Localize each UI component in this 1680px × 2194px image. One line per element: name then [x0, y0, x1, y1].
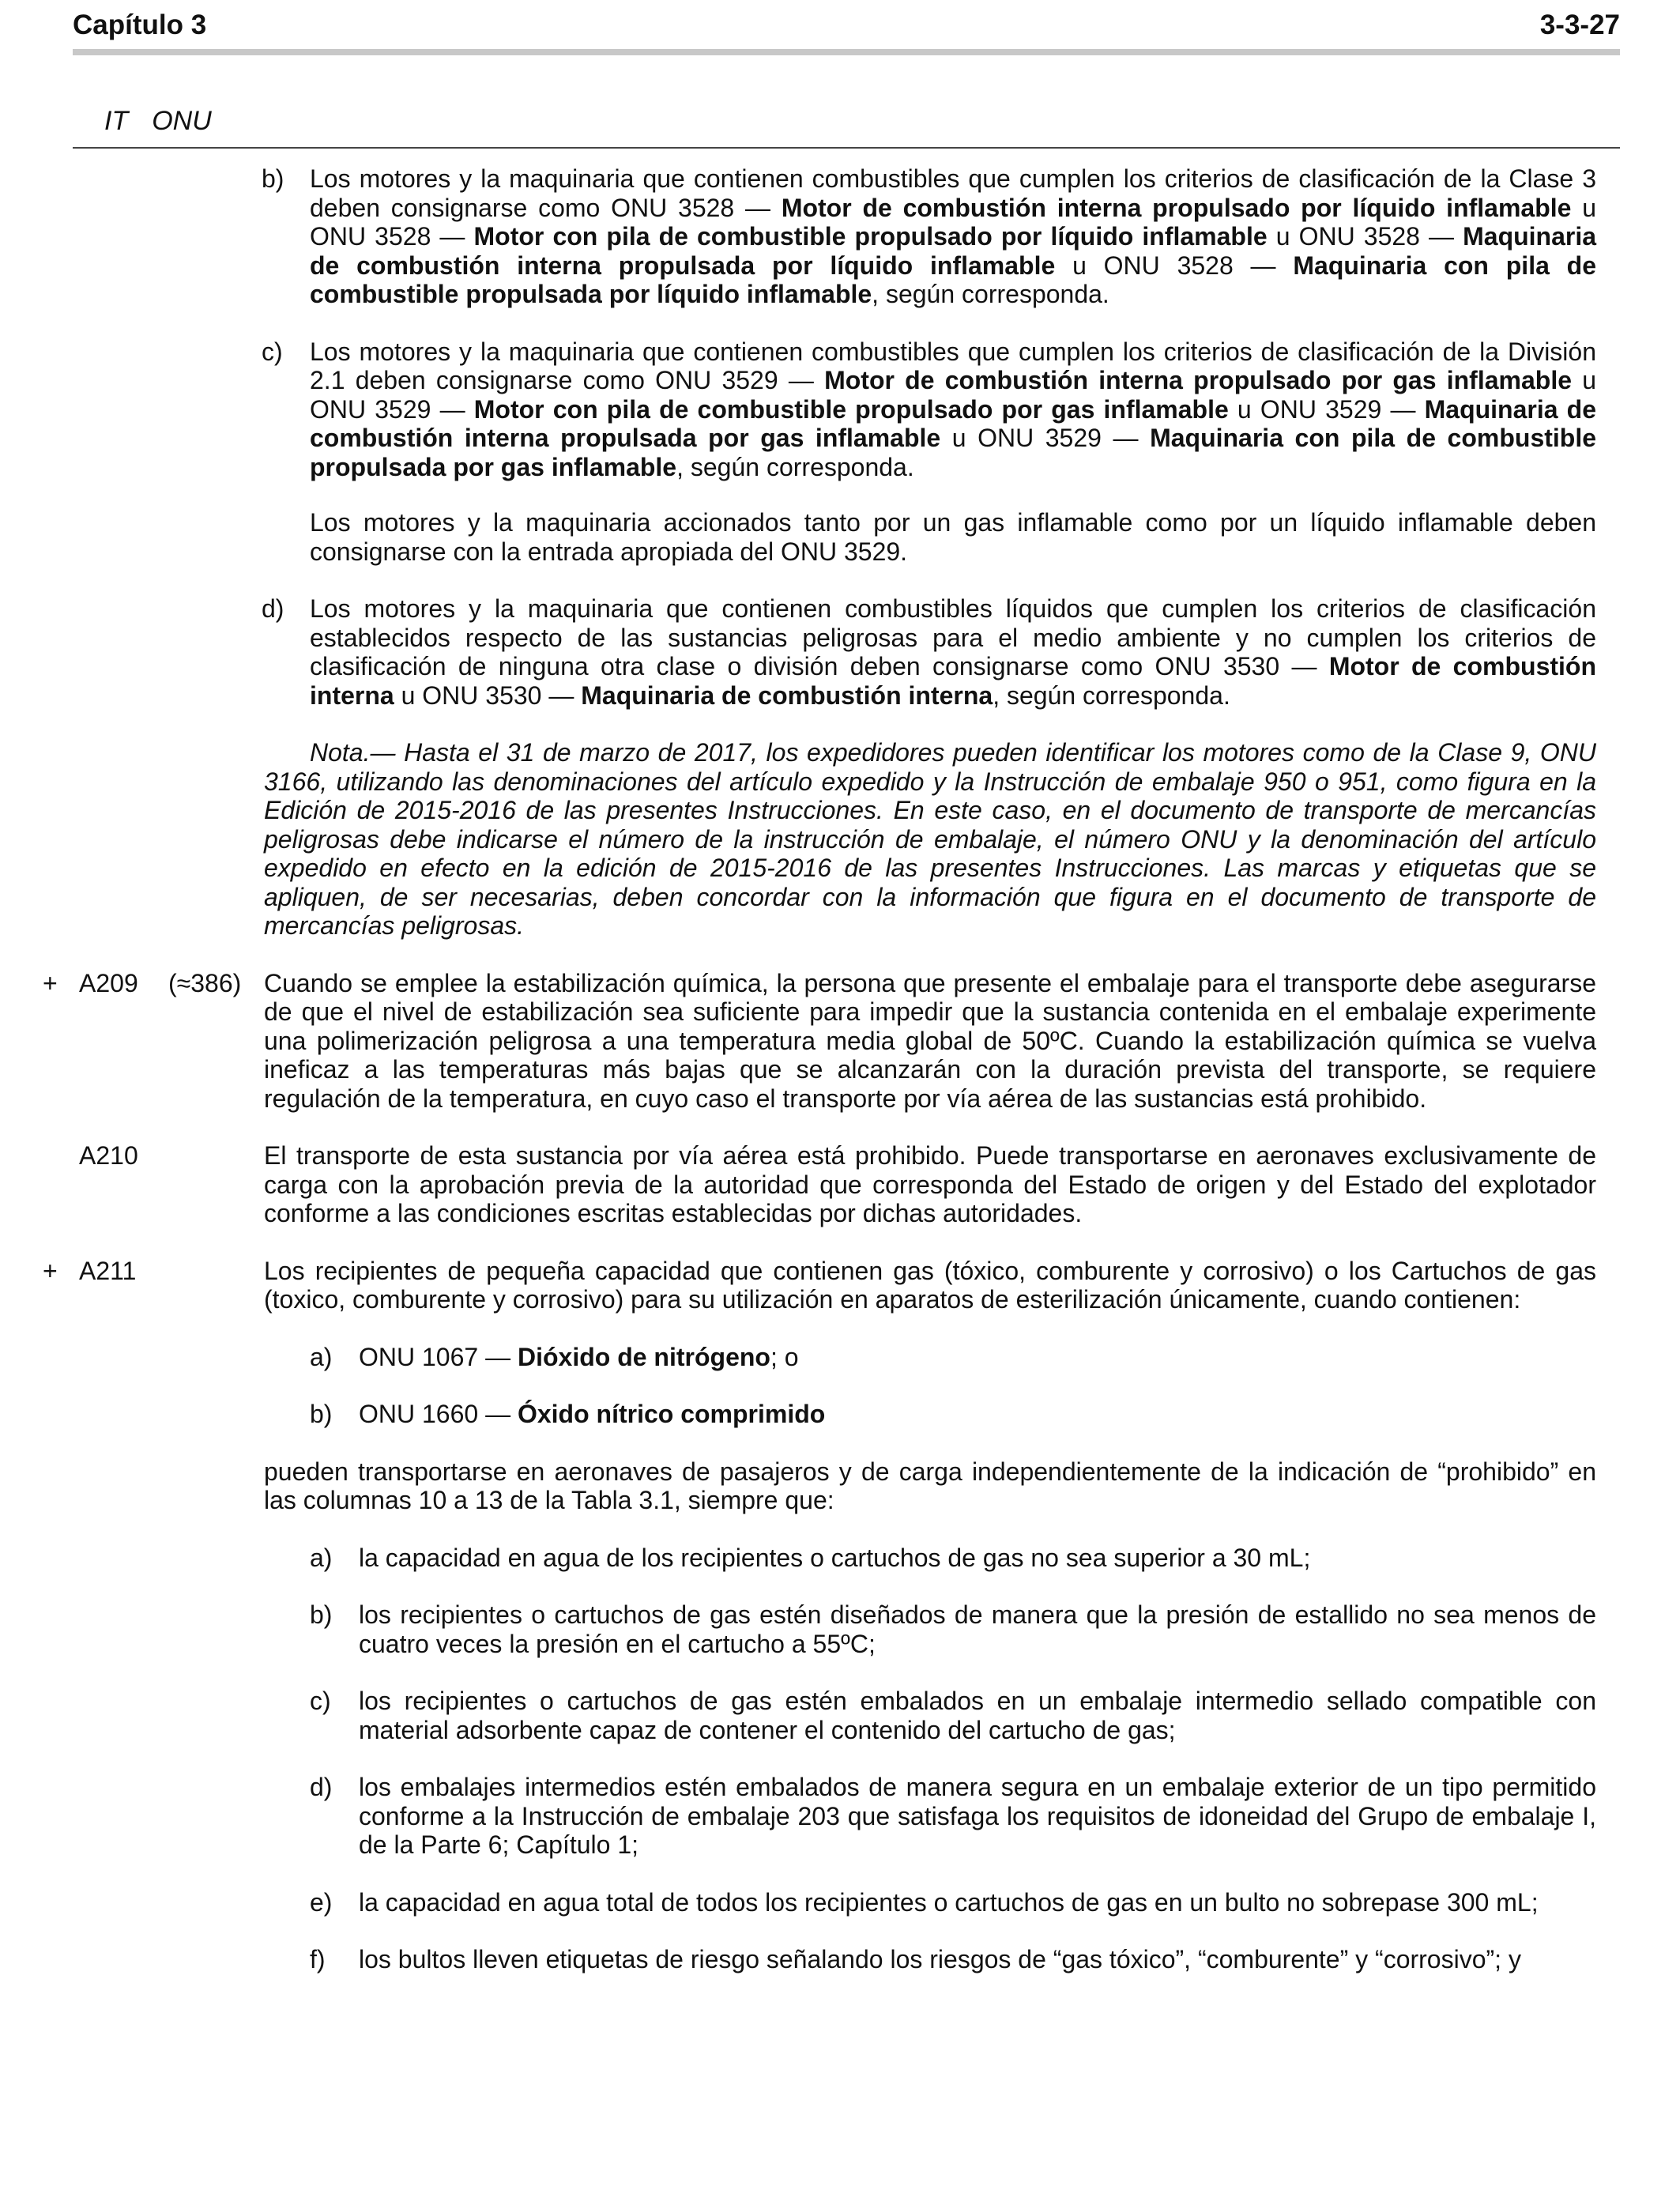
list-item: [0, 1888, 1680, 1917]
provision-code: A209: [79, 968, 138, 997]
item-label: c): [310, 1687, 331, 1715]
document-body: [0, 164, 1680, 1974]
item-text: la capacidad en agua total de todos los recipientes o cartuchos de gas en un bulto no sobrepase 300 mL;: [359, 1887, 1539, 1917]
list-item: [0, 1544, 1680, 1573]
provision-code: A211: [79, 1256, 137, 1285]
provision-text: El transporte de esta sustancia por vía aérea está prohibido. Puede transportarse en aeronaves exclusivamente de carga con la aprobación previa de la autoridad que corresponda del Estado de origen y del Estado del explotador conforme a las condiciones escritas establecidas por dichas autoridades.: [264, 1141, 1596, 1227]
list-item: [0, 1773, 1680, 1860]
list-item-b: [0, 164, 1680, 309]
provision-a209: [0, 969, 1680, 1114]
item-label: d): [310, 1773, 333, 1801]
item-label: a): [310, 1342, 333, 1371]
item-label: f): [310, 1945, 326, 1973]
item-text: los embalajes intermedios estén embalados de manera segura en un embalaje exterior de un tipo permitido conforme a la Instrucción de embalaje 203 que satisfaga los requisitos de idoneidad del Grupo de embalaje I, de la Parte 6; Capítulo 1;: [359, 1773, 1596, 1859]
subheader-it: IT: [104, 106, 129, 136]
item-text: ONU 1660 — Óxido nítrico comprimido: [359, 1400, 826, 1428]
item-text: los recipientes o cartuchos de gas estén embalados en un embalaje intermedio sellado compatible con material adsorbente capaz de contener el contenido del cartucho de gas;: [359, 1687, 1596, 1744]
list-item-c: [0, 337, 1680, 482]
header-divider: [73, 49, 1620, 55]
provision-reference: (≈386): [168, 968, 242, 997]
revision-mark: +: [43, 1256, 58, 1285]
provision-text: Los recipientes de pequeña capacidad que contienen gas (tóxico, comburente y corrosivo) o los Cartuchos de gas (toxico, comburente y corrosivo) para su utilización en aparatos de esterilización únicamente, cuando contienen:: [264, 1256, 1596, 1314]
running-subheader: [104, 106, 235, 137]
provision-a211: [0, 1257, 1680, 1314]
item-label: b): [262, 164, 284, 193]
item-text: la capacidad en agua de los recipientes o cartuchos de gas no sea superior a 30 mL;: [359, 1543, 1311, 1572]
item-label: b): [310, 1400, 333, 1428]
provision-text: Cuando se emplee la estabilización química, la persona que presente el embalaje para el transporte debe asegurarse de que el nivel de estabilización sea suficiente para impedir que la sustancia contenida en el embalaje experimente una polimerización peligrosa a una temperatura media global de 50ºC. Cuando la estabilización química se vuelva ineficaz a las temperaturas más bajas que se alcanzarán con la duración prevista del transporte, se requiere regulación de la temperatura, en cuyo caso el transporte por vía aérea de las sustancias está prohibido.: [264, 968, 1596, 1113]
item-label: a): [310, 1543, 333, 1572]
item-label: c): [262, 337, 283, 366]
item-text: los recipientes o cartuchos de gas estén diseñados de manera que la presión de estallido no sea menos de cuatro veces la presión en el cartucho a 55ºC;: [359, 1600, 1596, 1658]
item-text: Los motores y la maquinaria que contienen combustibles que cumplen los criterios de clasificación de la División 2.1 deben consignarse como ONU 3529 — Motor de combustión interna propulsado por gas inflamable u ONU 3529 — Motor con pila de combustible propulsado por gas inflamable u ONU 3529 — Maquinaria de combustión interna propulsada por gas inflamable u ONU 3529 — Maquinaria con pila de combustible propulsada por gas inflamable, según corresponda.: [310, 337, 1597, 481]
provision-code: A210: [79, 1141, 138, 1170]
page-header: [73, 5, 1620, 47]
item-c-continuation: Los motores y la maquinaria accionados tanto por un gas inflamable como por un líquido inflamable deben consignarse con la entrada apropiada del ONU 3529.: [310, 508, 1596, 566]
a211-conditions-intro: pueden transportarse en aeronaves de pasajeros y de carga independientemente de la indicación de “prohibido” en las columnas 10 a 13 de la Tabla 3.1, siempre que:: [264, 1457, 1596, 1514]
item-text: Los motores y la maquinaria que contienen combustibles que cumplen los criterios de clasificación de la Clase 3 deben consignarse como ONU 3528 — Motor de combustión interna propulsado por líquido inflamable u ONU 3528 — Motor con pila de combustible propulsado por líquido inflamable u ONU 3528 — Maquinaria de combustión interna propulsada por líquido inflamable u ONU 3528 — Maquinaria con pila de combustible propulsada por líquido inflamable, según corresponda.: [310, 164, 1597, 308]
revision-mark: +: [43, 968, 58, 997]
page-number: 3-3-27: [1539, 9, 1620, 40]
list-item-d: [0, 594, 1680, 710]
list-item: [0, 1343, 1680, 1372]
list-item: [0, 1400, 1680, 1429]
item-text: ONU 1067 — Dióxido de nitrógeno; o: [359, 1342, 799, 1371]
item-text: los bultos lleven etiquetas de riesgo señalando los riesgos de “gas tóxico”, “comburente” y “corrosivo”; y: [359, 1945, 1521, 1973]
item-label: b): [310, 1600, 333, 1629]
item-text: Los motores y la maquinaria que contienen combustibles líquidos que cumplen los criterios de clasificación establecidos respecto de las sustancias peligrosas para el medio ambiente y no cumplen los criterios de clasificación de ninguna otra clase o división deben consignarse como ONU 3530 — Motor de combustión interna u ONU 3530 — Maquinaria de combustión interna, según corresponda.: [310, 594, 1597, 710]
item-label: e): [310, 1887, 333, 1917]
provision-a210: [0, 1141, 1680, 1228]
subheader-onu: ONU: [152, 106, 212, 136]
item-label: d): [262, 594, 284, 623]
list-item: [0, 1600, 1680, 1658]
chapter-title: Capítulo 3: [73, 9, 207, 40]
list-item: [0, 1687, 1680, 1744]
note-paragraph: Nota.— Hasta el 31 de marzo de 2017, los expedidores pueden identificar los motores como de la Clase 9, ONU 3166, utilizando las denominaciones del artículo expedido y la Instrucción de embalaje 950 o 951, como figura en la Edición de 2015-2016 de las presentes Instrucciones. En este caso, en el documento de transporte de mercancías peligrosas debe indicarse el número de la instrucción de embalaje, el número ONU y la denominación del artículo expedido en efecto en la edición de 2015-2016 de las presentes Instrucciones. Las marcas y etiquetas que se apliquen, de ser necesarias, deben concordar con la información que figura en el documento de transporte de mercancías peligrosas.: [264, 738, 1596, 940]
subheader-divider: [73, 147, 1620, 149]
list-item: [0, 1945, 1680, 1974]
